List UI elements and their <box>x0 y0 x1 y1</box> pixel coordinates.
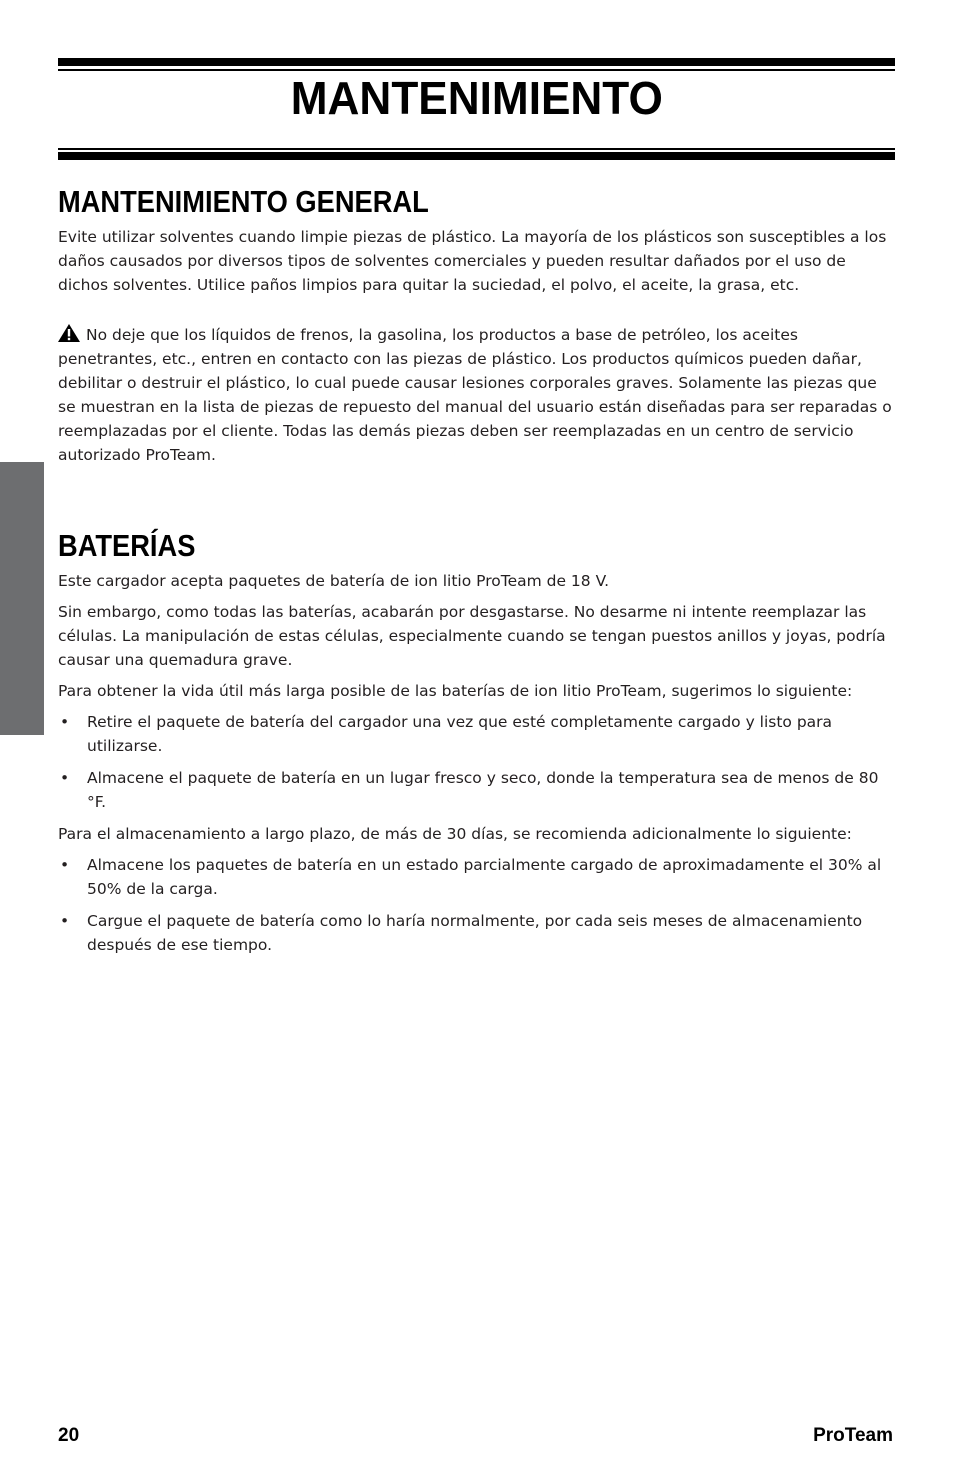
section-heading-general-text: MANTENIMIENTO GENERAL <box>58 184 429 219</box>
general-paragraph: Evite utilizar solventes cuando limpie piezas de plástico. La mayoría de los plásticos son susceptibles a los daños causados por diversos tipos de solventes comerciales y pueden resultar dañados por el uso de dichos solventes. Utilice paños limpios para quitar la suciedad, el polvo, el aceite, la grasa, etc. <box>58 228 887 294</box>
warning-text: No deje que los líquidos de frenos, la gasolina, los productos a base de petróleo, los aceites penetrantes, etc., entren en contacto con las piezas de plástico. Los productos químicos pueden dañar, debilitar o destruir el plástico, lo cual puede causar lesiones corporales graves. Solamente las piezas que se muestran en la lista de piezas de repuesto del manual del usuario están diseñadas para ser reparadas o reemplazadas por el cliente. Todas las demás piezas deben ser reemplazadas en un centro de servicio autorizado ProTeam. <box>58 326 892 464</box>
chapter-side-tab <box>0 462 44 735</box>
warning-paragraph <box>58 323 895 467</box>
section-heading-baterias <box>58 527 895 565</box>
section-baterias <box>58 527 895 965</box>
page-title-text: MANTENIMIENTO <box>290 72 663 124</box>
baterias-list-2 <box>58 853 895 957</box>
header-rule-top-thin <box>58 69 895 71</box>
section-heading-baterias-text: BATERÍAS <box>58 528 196 563</box>
page-title <box>58 72 895 124</box>
baterias-paragraph-4: Para el almacenamiento a largo plazo, de más de 30 días, se recomienda adicionalmente lo siguiente: <box>58 825 852 843</box>
section-heading-general <box>58 183 895 221</box>
baterias-paragraph-1: Este cargador acepta paquetes de batería de ion litio ProTeam de 18 V. <box>58 572 610 590</box>
baterias-list-1 <box>58 710 895 814</box>
header-rule-top-thick <box>58 58 895 66</box>
warning-triangle-icon <box>58 324 80 342</box>
baterias-paragraph-2: Sin embargo, como todas las baterías, acabarán por desgastarse. No desarme ni intente reemplazar las células. La manipulación de estas células, especialmente cuando se tengan puestos anillos y joyas, podría causar una quemadura grave. <box>58 603 886 669</box>
header-rule-bottom-thin <box>58 148 895 150</box>
list-item: • Retire el paquete de batería del cargador una vez que esté completamente cargado y listo para utilizarse. <box>87 710 895 758</box>
section-general <box>58 183 895 474</box>
list-item: • Almacene los paquetes de batería en un estado parcialmente cargado de aproximadamente el 30% al 50% de la carga. <box>87 853 895 901</box>
header-rule-bottom-thick <box>58 152 895 160</box>
list-item: • Almacene el paquete de batería en un lugar fresco y seco, donde la temperatura sea de menos de 80 °F. <box>87 766 895 814</box>
baterias-paragraph-3: Para obtener la vida útil más larga posible de las baterías de ion litio ProTeam, sugerimos lo siguiente: <box>58 682 853 700</box>
list-item: • Cargue el paquete de batería como lo haría normalmente, por cada seis meses de almacenamiento después de ese tiempo. <box>87 909 895 957</box>
footer-brand: ProTeam <box>813 1425 893 1446</box>
page-number: 20 <box>58 1425 80 1446</box>
